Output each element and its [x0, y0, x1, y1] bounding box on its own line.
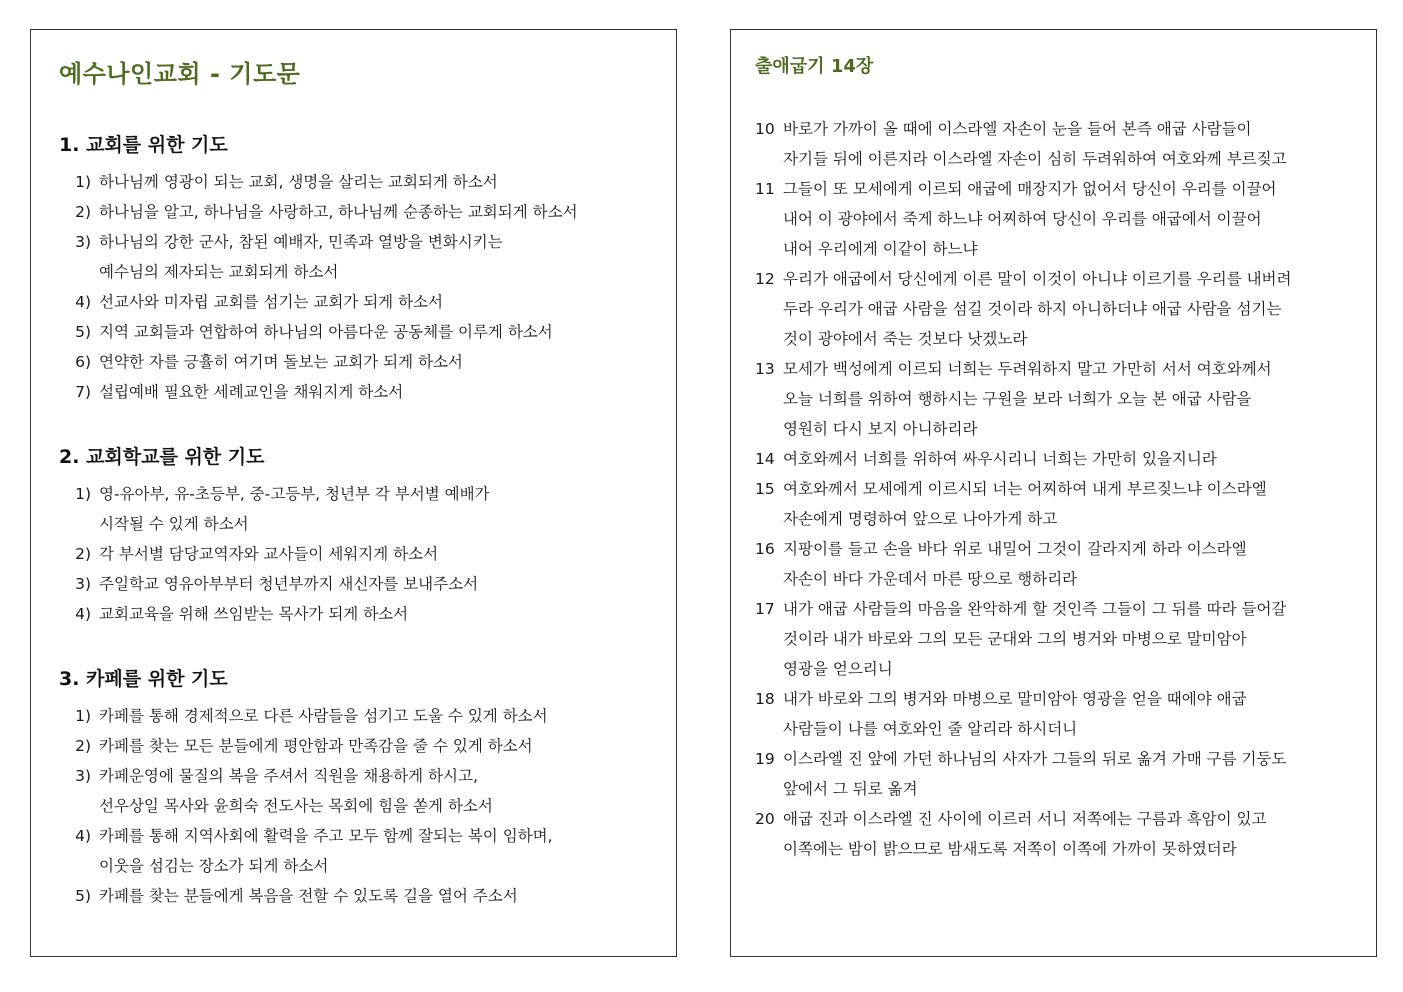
verse-text: 지팡이를 들고 손을 바다 위로 내밀어 그것이 갈라지게 하라 이스라엘 자손이 바다 가운데서 마른 땅으로 행하리라	[783, 540, 1247, 588]
prayer-item-number: 3)	[75, 233, 91, 251]
prayer-item	[59, 761, 659, 821]
prayer-item-number: 5)	[75, 323, 91, 341]
prayer-item	[59, 287, 659, 317]
prayer-item-number: 4)	[75, 827, 91, 845]
prayer-item-text: 하나님을 알고, 하나님을 사랑하고, 하나님께 순종하는 교회되게 하소서	[99, 203, 578, 221]
prayer-item	[59, 377, 659, 407]
prayer-section	[59, 131, 659, 407]
prayer-item	[59, 197, 659, 227]
verse-text: 내가 애굽 사람들의 마음을 완악하게 할 것인즉 그들이 그 뒤를 따라 들어갈 것이라 내가 바로와 그의 모든 군대와 그의 병거와 마병으로 말미암아 영광을 얻으리니	[783, 600, 1287, 678]
prayer-item	[59, 539, 659, 569]
prayer-item-text: 각 부서별 담당교역자와 교사들이 세워지게 하소서	[99, 545, 439, 563]
verse-text: 우리가 애굽에서 당신에게 이른 말이 이것이 아니냐 이르기를 우리를 내버려 두라 우리가 애굽 사람을 섬길 것이라 하지 아니하더냐 애굽 사람을 섬기는 것이 광야에서 죽는 것보다 낫겠노라	[783, 270, 1292, 348]
verse-list	[755, 114, 1365, 864]
verse	[755, 804, 1365, 864]
verse-number: 16	[755, 540, 775, 558]
verse-number: 18	[755, 690, 775, 708]
prayer-item-number: 2)	[75, 545, 91, 563]
prayer-item	[59, 731, 659, 761]
verse-number: 15	[755, 480, 775, 498]
prayer-item-text: 하나님께 영광이 되는 교회, 생명을 살리는 교회되게 하소서	[99, 173, 498, 191]
prayer-item-text: 카페를 찾는 분들에게 복음을 전할 수 있도록 길을 열어 주소서	[99, 887, 518, 905]
verse-number: 20	[755, 810, 775, 828]
verse	[755, 444, 1365, 474]
prayer-item	[59, 227, 659, 287]
verse-number: 12	[755, 270, 775, 288]
prayer-item-number: 2)	[75, 737, 91, 755]
prayer-item-text: 설립예배 필요한 세례교인을 채워지게 하소서	[99, 383, 404, 401]
prayer-item-number: 7)	[75, 383, 91, 401]
prayer-item	[59, 317, 659, 347]
verse	[755, 474, 1365, 534]
scripture-title: 출애굽기 14장	[755, 56, 874, 77]
prayer-sections	[59, 131, 659, 947]
prayer-item-text: 지역 교회들과 연합하여 하나님의 아름다운 공동체를 이루게 하소서	[99, 323, 553, 341]
prayer-item	[59, 881, 659, 911]
verse-text: 여호와께서 모세에게 이르시되 너는 어찌하여 내게 부르짖느냐 이스라엘 자손에게 명령하여 앞으로 나아가게 하고	[783, 480, 1267, 528]
verse	[755, 744, 1365, 804]
verse	[755, 264, 1365, 354]
prayer-item-text: 연약한 자를 긍휼히 여기며 돌보는 교회가 되게 하소서	[99, 353, 463, 371]
prayer-item-text: 영-유아부, 유-초등부, 중-고등부, 청년부 각 부서별 예배가 시작될 수 있게 하소서	[99, 485, 490, 533]
section-heading: 2. 교회학교를 위한 기도	[59, 446, 265, 468]
prayer-item-number: 1)	[75, 707, 91, 725]
prayer-panel	[30, 29, 677, 957]
verse	[755, 594, 1365, 684]
verse	[755, 174, 1365, 264]
prayer-item-number: 5)	[75, 887, 91, 905]
prayer-item-number: 1)	[75, 485, 91, 503]
verse	[755, 354, 1365, 444]
verse-text: 내가 바로와 그의 병거와 마병으로 말미암아 영광을 얻을 때에야 애굽 사람들이 나를 여호와인 줄 알리라 하시더니	[783, 690, 1247, 738]
verse-number: 14	[755, 450, 775, 468]
verse-text: 애굽 진과 이스라엘 진 사이에 이르러 서니 저쪽에는 구름과 흑암이 있고 이쪽에는 밤이 밝으므로 밤새도록 저쪽이 이쪽에 가까이 못하였더라	[783, 810, 1267, 858]
prayer-item	[59, 701, 659, 731]
verse	[755, 114, 1365, 174]
prayer-item-text: 주일학교 영유아부부터 청년부까지 새신자를 보내주소서	[99, 575, 479, 593]
verse-number: 17	[755, 600, 775, 618]
verse-text: 여호와께서 너희를 위하여 싸우시리니 너희는 가만히 있을지니라	[783, 450, 1217, 468]
verse	[755, 684, 1365, 744]
section-heading: 3. 카페를 위한 기도	[59, 668, 228, 690]
scripture-panel	[730, 29, 1377, 957]
prayer-item-number: 1)	[75, 173, 91, 191]
prayer-item	[59, 821, 659, 881]
prayer-item-number: 4)	[75, 605, 91, 623]
verse-text: 모세가 백성에게 이르되 너희는 두려워하지 말고 가만히 서서 여호와께서 오늘 너희를 위하여 행하시는 구원을 보라 너희가 오늘 본 애굽 사람을 영원히 다시 보지 아니하리라	[783, 360, 1272, 438]
prayer-item-text: 카페를 통해 경제적으로 다른 사람들을 섬기고 도울 수 있게 하소서	[99, 707, 548, 725]
verse-text: 이스라엘 진 앞에 가던 하나님의 사자가 그들의 뒤로 옮겨 가매 구름 기둥도 앞에서 그 뒤로 옮겨	[783, 750, 1287, 798]
prayer-item-text: 카페를 통해 지역사회에 활력을 주고 모두 함께 잘되는 복이 임하며, 이웃을 섬김는 장소가 되게 하소서	[99, 827, 553, 875]
prayer-item-text: 교회교육을 위해 쓰임받는 목사가 되게 하소서	[99, 605, 409, 623]
verse-text: 바로가 가까이 올 때에 이스라엘 자손이 눈을 들어 본즉 애굽 사람들이 자기들 뒤에 이른지라 이스라엘 자손이 심히 두려워하여 여호와께 부르짖고	[783, 120, 1287, 168]
prayer-item-text: 하나님의 강한 군사, 참된 예배자, 민족과 열방을 변화시키는 예수님의 제자되는 교회되게 하소서	[99, 233, 503, 281]
verse-number: 19	[755, 750, 775, 768]
prayer-item	[59, 347, 659, 377]
prayer-item-number: 3)	[75, 575, 91, 593]
verse-text: 그들이 또 모세에게 이르되 애굽에 매장지가 없어서 당신이 우리를 이끌어 내어 이 광야에서 죽게 하느냐 어찌하여 당신이 우리를 애굽에서 이끌어 내어 우리에게 이같이 하느냐	[783, 180, 1277, 258]
prayer-item-number: 4)	[75, 293, 91, 311]
verse-number: 11	[755, 180, 775, 198]
prayer-section	[59, 665, 659, 911]
prayer-item-text: 선교사와 미자립 교회를 섬기는 교회가 되게 하소서	[99, 293, 443, 311]
verse-number: 13	[755, 360, 775, 378]
prayer-item	[59, 569, 659, 599]
prayer-item	[59, 479, 659, 539]
prayer-item	[59, 167, 659, 197]
prayer-item-number: 6)	[75, 353, 91, 371]
prayer-section	[59, 443, 659, 629]
prayer-item	[59, 599, 659, 629]
verse-number: 10	[755, 120, 775, 138]
section-heading: 1. 교회를 위한 기도	[59, 134, 228, 156]
prayer-item-number: 2)	[75, 203, 91, 221]
prayer-item-text: 카페운영에 물질의 복을 주셔서 직원을 채용하게 하시고, 선우상일 목사와 윤희숙 전도사는 목회에 힘을 쏟게 하소서	[99, 767, 493, 815]
verse	[755, 534, 1365, 594]
prayer-item-number: 3)	[75, 767, 91, 785]
prayer-item-text: 카페를 찾는 모든 분들에게 평안함과 만족감을 줄 수 있게 하소서	[99, 737, 533, 755]
prayer-title: 예수나인교회 - 기도문	[59, 60, 301, 88]
